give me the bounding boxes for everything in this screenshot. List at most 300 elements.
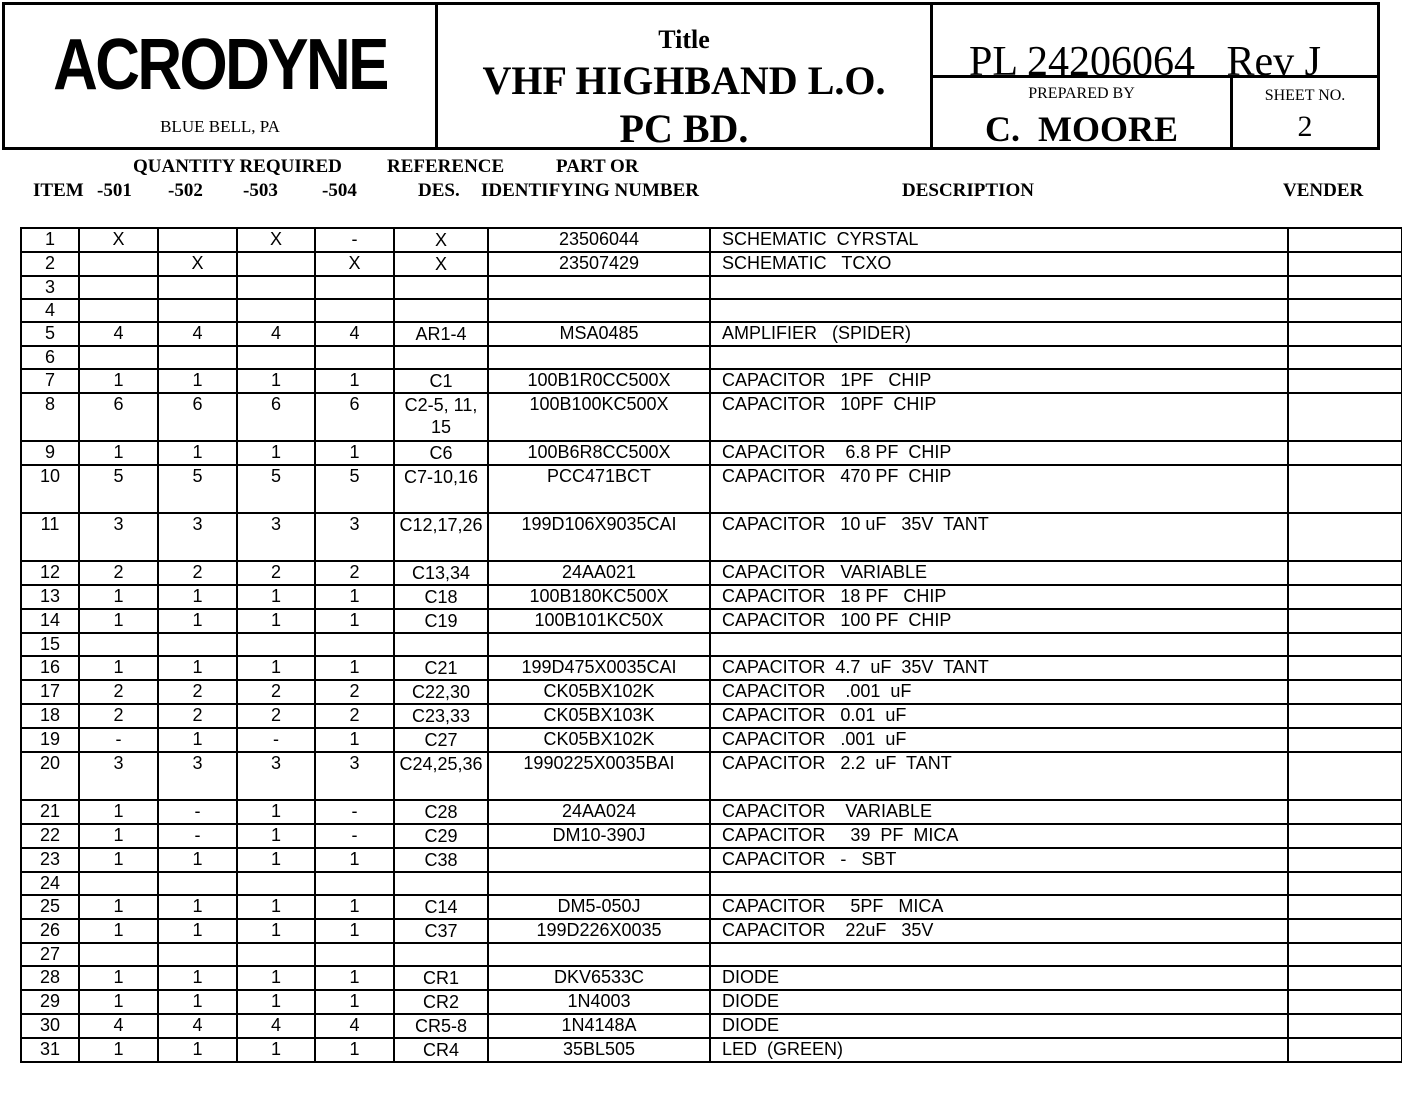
cell-item: 7 xyxy=(21,369,79,393)
cell-description: CAPACITOR 470 PF CHIP xyxy=(710,465,1288,513)
header-identifying-number: IDENTIFYING NUMBER xyxy=(481,180,699,201)
cell-part-number: 100B1R0CC500X xyxy=(488,369,710,393)
cell-vender xyxy=(1288,943,1402,966)
cell-vender xyxy=(1288,228,1402,252)
cell-qty-503: 1 xyxy=(237,990,315,1014)
table-row xyxy=(21,609,1402,633)
cell-part-number xyxy=(488,943,710,966)
cell-item: 30 xyxy=(21,1014,79,1038)
cell-qty-503: 3 xyxy=(237,513,315,561)
table-row xyxy=(21,872,1402,895)
cell-description: CAPACITOR .001 uF xyxy=(710,680,1288,704)
cell-qty-503: 6 xyxy=(237,393,315,441)
cell-description: CAPACITOR - SBT xyxy=(710,848,1288,872)
cell-qty-502 xyxy=(158,872,237,895)
table-row xyxy=(21,322,1402,346)
cell-qty-503: 4 xyxy=(237,322,315,346)
cell-qty-502 xyxy=(158,633,237,656)
table-row xyxy=(21,513,1402,561)
cell-reference-designator: CR5-8 xyxy=(394,1014,488,1038)
cell-qty-501: 5 xyxy=(79,465,158,513)
cell-qty-503: - xyxy=(237,728,315,752)
cell-vender xyxy=(1288,752,1402,800)
cell-qty-502: 1 xyxy=(158,609,237,633)
cell-qty-502: 2 xyxy=(158,561,237,585)
cell-description: CAPACITOR 100 PF CHIP xyxy=(710,609,1288,633)
cell-part-number: 1N4003 xyxy=(488,990,710,1014)
cell-qty-501: 1 xyxy=(79,441,158,465)
cell-qty-501: 1 xyxy=(79,824,158,848)
cell-qty-504: 2 xyxy=(315,561,394,585)
cell-qty-504: 1 xyxy=(315,966,394,990)
cell-qty-504: 1 xyxy=(315,369,394,393)
cell-vender xyxy=(1288,990,1402,1014)
cell-description: CAPACITOR 18 PF CHIP xyxy=(710,585,1288,609)
cell-part-number: 199D106X9035CAI xyxy=(488,513,710,561)
cell-qty-502 xyxy=(158,346,237,369)
cell-qty-502: 1 xyxy=(158,1038,237,1062)
cell-qty-503 xyxy=(237,299,315,322)
header-des: DES. xyxy=(418,180,460,201)
company-logo: ACRODYNE xyxy=(53,25,387,105)
table-row xyxy=(21,346,1402,369)
cell-reference-designator: C27 xyxy=(394,728,488,752)
cell-reference-designator: C18 xyxy=(394,585,488,609)
header-item: ITEM xyxy=(33,180,84,201)
cell-vender xyxy=(1288,299,1402,322)
cell-part-number: DM10-390J xyxy=(488,824,710,848)
table-row xyxy=(21,943,1402,966)
cell-vender xyxy=(1288,800,1402,824)
cell-qty-504 xyxy=(315,299,394,322)
cell-qty-503: 4 xyxy=(237,1014,315,1038)
cell-description xyxy=(710,346,1288,369)
cell-item: 10 xyxy=(21,465,79,513)
cell-qty-502: - xyxy=(158,824,237,848)
cell-qty-502 xyxy=(158,228,237,252)
header-part-or: PART OR xyxy=(556,156,639,177)
cell-qty-503 xyxy=(237,872,315,895)
cell-description: SCHEMATIC CYRSTAL xyxy=(710,228,1288,252)
cell-item: 25 xyxy=(21,895,79,919)
cell-description: CAPACITOR 10 uF 35V TANT xyxy=(710,513,1288,561)
cell-qty-502: 4 xyxy=(158,1014,237,1038)
cell-vender xyxy=(1288,276,1402,299)
cell-reference-designator: C19 xyxy=(394,609,488,633)
cell-qty-503: 1 xyxy=(237,369,315,393)
cell-qty-502 xyxy=(158,943,237,966)
cell-description: CAPACITOR 6.8 PF CHIP xyxy=(710,441,1288,465)
cell-reference-designator: C24,25,36 xyxy=(394,752,488,800)
cell-qty-501: 3 xyxy=(79,752,158,800)
cell-part-number xyxy=(488,872,710,895)
cell-qty-503: 1 xyxy=(237,895,315,919)
cell-qty-502: 1 xyxy=(158,441,237,465)
cell-vender xyxy=(1288,609,1402,633)
sheet-number: 2 xyxy=(1297,110,1313,143)
cell-vender xyxy=(1288,895,1402,919)
cell-qty-504: X xyxy=(315,252,394,276)
cell-qty-503: 1 xyxy=(237,824,315,848)
cell-part-number: DM5-050J xyxy=(488,895,710,919)
cell-description xyxy=(710,299,1288,322)
cell-part-number: 1N4148A xyxy=(488,1014,710,1038)
cell-vender xyxy=(1288,1038,1402,1062)
cell-qty-504: 2 xyxy=(315,680,394,704)
cell-reference-designator xyxy=(394,872,488,895)
cell-qty-501 xyxy=(79,276,158,299)
cell-qty-502 xyxy=(158,276,237,299)
cell-qty-503: 1 xyxy=(237,1038,315,1062)
cell-qty-501: 1 xyxy=(79,966,158,990)
cell-qty-502: 1 xyxy=(158,369,237,393)
cell-qty-503: 1 xyxy=(237,656,315,680)
cell-qty-501: - xyxy=(79,728,158,752)
table-row xyxy=(21,752,1402,800)
cell-qty-503: 1 xyxy=(237,585,315,609)
cell-reference-designator: C12,17,26 xyxy=(394,513,488,561)
cell-vender xyxy=(1288,513,1402,561)
cell-part-number: 24AA021 xyxy=(488,561,710,585)
cell-item: 15 xyxy=(21,633,79,656)
cell-part-number xyxy=(488,346,710,369)
table-row xyxy=(21,276,1402,299)
cell-description: CAPACITOR 10PF CHIP xyxy=(710,393,1288,441)
cell-reference-designator: C22,30 xyxy=(394,680,488,704)
cell-vender xyxy=(1288,252,1402,276)
cell-reference-designator: C7-10,16 xyxy=(394,465,488,513)
cell-part-number xyxy=(488,299,710,322)
cell-description xyxy=(710,633,1288,656)
cell-qty-501 xyxy=(79,252,158,276)
cell-qty-501: 2 xyxy=(79,561,158,585)
cell-vender xyxy=(1288,824,1402,848)
cell-item: 21 xyxy=(21,800,79,824)
cell-part-number: PCC471BCT xyxy=(488,465,710,513)
header-qty-504: -504 xyxy=(322,180,357,201)
cell-qty-503: 5 xyxy=(237,465,315,513)
cell-vender xyxy=(1288,585,1402,609)
cell-item: 13 xyxy=(21,585,79,609)
table-row xyxy=(21,561,1402,585)
table-row xyxy=(21,369,1402,393)
cell-qty-501 xyxy=(79,943,158,966)
cell-reference-designator: C1 xyxy=(394,369,488,393)
cell-reference-designator xyxy=(394,276,488,299)
cell-item: 2 xyxy=(21,252,79,276)
cell-description: DIODE xyxy=(710,990,1288,1014)
cell-qty-504: - xyxy=(315,800,394,824)
parts-list-body xyxy=(21,228,1402,1062)
table-row xyxy=(21,990,1402,1014)
cell-qty-502: 1 xyxy=(158,656,237,680)
cell-description: CAPACITOR .001 uF xyxy=(710,728,1288,752)
cell-qty-503 xyxy=(237,943,315,966)
cell-item: 16 xyxy=(21,656,79,680)
cell-qty-502: 3 xyxy=(158,513,237,561)
cell-qty-504: 3 xyxy=(315,752,394,800)
cell-qty-504 xyxy=(315,346,394,369)
cell-part-number: CK05BX103K xyxy=(488,704,710,728)
cell-item: 18 xyxy=(21,704,79,728)
company-cell xyxy=(5,5,438,147)
cell-part-number: MSA0485 xyxy=(488,322,710,346)
cell-vender xyxy=(1288,346,1402,369)
header-vender: VENDER xyxy=(1283,180,1364,201)
cell-item: 1 xyxy=(21,228,79,252)
cell-vender xyxy=(1288,1014,1402,1038)
cell-item: 29 xyxy=(21,990,79,1014)
cell-part-number: 199D226X0035 xyxy=(488,919,710,943)
cell-item: 3 xyxy=(21,276,79,299)
cell-vender xyxy=(1288,872,1402,895)
cell-qty-504: 1 xyxy=(315,441,394,465)
cell-vender xyxy=(1288,919,1402,943)
cell-description: CAPACITOR 2.2 uF TANT xyxy=(710,752,1288,800)
cell-qty-502: - xyxy=(158,800,237,824)
cell-qty-504: 1 xyxy=(315,990,394,1014)
cell-part-number: 23506044 xyxy=(488,228,710,252)
prepared-by-label: PREPARED BY xyxy=(1028,85,1135,102)
cell-qty-502: 1 xyxy=(158,728,237,752)
cell-qty-504: 1 xyxy=(315,609,394,633)
cell-item: 20 xyxy=(21,752,79,800)
cell-qty-503: 1 xyxy=(237,609,315,633)
document-title-line2: PC BD. xyxy=(619,106,749,151)
cell-item: 6 xyxy=(21,346,79,369)
table-row xyxy=(21,848,1402,872)
cell-reference-designator xyxy=(394,943,488,966)
cell-qty-503: X xyxy=(237,228,315,252)
table-row xyxy=(21,966,1402,990)
cell-qty-502: X xyxy=(158,252,237,276)
title-cell xyxy=(438,5,933,151)
table-row xyxy=(21,585,1402,609)
cell-part-number: CK05BX102K xyxy=(488,728,710,752)
cell-part-number: 199D475X0035CAI xyxy=(488,656,710,680)
table-row xyxy=(21,728,1402,752)
cell-reference-designator: C37 xyxy=(394,919,488,943)
cell-qty-504: 1 xyxy=(315,585,394,609)
cell-qty-501: 2 xyxy=(79,704,158,728)
cell-qty-503 xyxy=(237,633,315,656)
cell-item: 4 xyxy=(21,299,79,322)
cell-qty-503: 2 xyxy=(237,704,315,728)
header-qty-503: -503 xyxy=(243,180,278,201)
cell-part-number: 100B100KC500X xyxy=(488,393,710,441)
cell-qty-504 xyxy=(315,943,394,966)
cell-reference-designator xyxy=(394,346,488,369)
cell-item: 23 xyxy=(21,848,79,872)
cell-qty-503: 1 xyxy=(237,919,315,943)
cell-item: 12 xyxy=(21,561,79,585)
cell-vender xyxy=(1288,656,1402,680)
cell-qty-504: 1 xyxy=(315,656,394,680)
cell-qty-502: 5 xyxy=(158,465,237,513)
table-row xyxy=(21,800,1402,824)
cell-qty-501 xyxy=(79,299,158,322)
company-location: BLUE BELL, PA xyxy=(160,117,280,136)
cell-qty-502: 1 xyxy=(158,919,237,943)
cell-item: 5 xyxy=(21,322,79,346)
parts-list-table xyxy=(20,227,1402,1063)
cell-item: 22 xyxy=(21,824,79,848)
cell-qty-504: - xyxy=(315,228,394,252)
cell-qty-501: 4 xyxy=(79,1014,158,1038)
cell-part-number: DKV6533C xyxy=(488,966,710,990)
cell-qty-501: 3 xyxy=(79,513,158,561)
table-row xyxy=(21,680,1402,704)
title-block xyxy=(2,2,1380,150)
cell-vender xyxy=(1288,680,1402,704)
cell-description: CAPACITOR 4.7 uF 35V TANT xyxy=(710,656,1288,680)
cell-part-number: 100B6R8CC500X xyxy=(488,441,710,465)
header-reference: REFERENCE xyxy=(387,156,505,177)
cell-description: AMPLIFIER (SPIDER) xyxy=(710,322,1288,346)
cell-qty-504 xyxy=(315,633,394,656)
table-row xyxy=(21,393,1402,441)
table-row xyxy=(21,656,1402,680)
cell-item: 19 xyxy=(21,728,79,752)
cell-qty-501: 1 xyxy=(79,895,158,919)
part-list-number: PL 24206064 Rev J xyxy=(969,39,1321,78)
table-row xyxy=(21,228,1402,252)
cell-qty-501 xyxy=(79,346,158,369)
cell-description: CAPACITOR 39 PF MICA xyxy=(710,824,1288,848)
cell-reference-designator: C6 xyxy=(394,441,488,465)
cell-qty-504: 1 xyxy=(315,895,394,919)
cell-qty-501: 1 xyxy=(79,609,158,633)
cell-description: CAPACITOR VARIABLE xyxy=(710,800,1288,824)
cell-item: 28 xyxy=(21,966,79,990)
cell-reference-designator: C28 xyxy=(394,800,488,824)
cell-vender xyxy=(1288,441,1402,465)
title-label: Title xyxy=(658,25,710,54)
cell-qty-503: 2 xyxy=(237,561,315,585)
cell-part-number xyxy=(488,276,710,299)
cell-qty-501: 6 xyxy=(79,393,158,441)
cell-part-number: 23507429 xyxy=(488,252,710,276)
cell-reference-designator: CR1 xyxy=(394,966,488,990)
cell-qty-504: 5 xyxy=(315,465,394,513)
cell-vender xyxy=(1288,561,1402,585)
cell-reference-designator xyxy=(394,633,488,656)
header-qty-501: -501 xyxy=(97,180,132,201)
cell-qty-503: 3 xyxy=(237,752,315,800)
cell-qty-504: 2 xyxy=(315,704,394,728)
cell-part-number: 100B180KC500X xyxy=(488,585,710,609)
cell-part-number: 35BL505 xyxy=(488,1038,710,1062)
cell-qty-501: 1 xyxy=(79,800,158,824)
cell-qty-504: 1 xyxy=(315,848,394,872)
sheet-label: SHEET NO. xyxy=(1264,87,1346,104)
cell-qty-501: 1 xyxy=(79,919,158,943)
cell-qty-501: 2 xyxy=(79,680,158,704)
cell-reference-designator: C14 xyxy=(394,895,488,919)
cell-part-number: 100B101KC50X xyxy=(488,609,710,633)
cell-vender xyxy=(1288,728,1402,752)
cell-reference-designator: C21 xyxy=(394,656,488,680)
cell-qty-501: 1 xyxy=(79,369,158,393)
cell-qty-501: 1 xyxy=(79,656,158,680)
cell-qty-501 xyxy=(79,633,158,656)
cell-reference-designator: AR1-4 xyxy=(394,322,488,346)
cell-qty-504: 3 xyxy=(315,513,394,561)
cell-description xyxy=(710,943,1288,966)
table-row xyxy=(21,919,1402,943)
table-row xyxy=(21,824,1402,848)
table-row xyxy=(21,895,1402,919)
cell-qty-502: 1 xyxy=(158,848,237,872)
cell-qty-502 xyxy=(158,299,237,322)
cell-item: 14 xyxy=(21,609,79,633)
cell-qty-502: 1 xyxy=(158,585,237,609)
cell-qty-503: 2 xyxy=(237,680,315,704)
cell-vender xyxy=(1288,704,1402,728)
cell-description: CAPACITOR VARIABLE xyxy=(710,561,1288,585)
cell-reference-designator xyxy=(394,299,488,322)
cell-part-number: 24AA024 xyxy=(488,800,710,824)
cell-qty-504 xyxy=(315,276,394,299)
cell-description xyxy=(710,872,1288,895)
cell-qty-502: 1 xyxy=(158,895,237,919)
cell-qty-503: 1 xyxy=(237,848,315,872)
cell-reference-designator: C23,33 xyxy=(394,704,488,728)
cell-qty-501: 4 xyxy=(79,322,158,346)
cell-qty-501: 1 xyxy=(79,990,158,1014)
cell-vender xyxy=(1288,369,1402,393)
cell-qty-501 xyxy=(79,872,158,895)
cell-part-number: 1990225X0035BAI xyxy=(488,752,710,800)
table-row xyxy=(21,441,1402,465)
cell-reference-designator: C38 xyxy=(394,848,488,872)
cell-vender xyxy=(1288,848,1402,872)
cell-description: CAPACITOR 0.01 uF xyxy=(710,704,1288,728)
cell-qty-502: 2 xyxy=(158,680,237,704)
cell-item: 9 xyxy=(21,441,79,465)
cell-reference-designator: CR4 xyxy=(394,1038,488,1062)
cell-vender xyxy=(1288,322,1402,346)
cell-vender xyxy=(1288,966,1402,990)
cell-item: 31 xyxy=(21,1038,79,1062)
table-row xyxy=(21,1014,1402,1038)
table-row xyxy=(21,1038,1402,1062)
cell-qty-503: 1 xyxy=(237,966,315,990)
table-row xyxy=(21,252,1402,276)
cell-qty-503 xyxy=(237,252,315,276)
cell-qty-504: 1 xyxy=(315,1038,394,1062)
cell-part-number: CK05BX102K xyxy=(488,680,710,704)
cell-qty-503 xyxy=(237,276,315,299)
prepared-by-value: C. MOORE xyxy=(985,109,1178,149)
cell-qty-503: 1 xyxy=(237,441,315,465)
document-title-line1: VHF HIGHBAND L.O. xyxy=(482,58,886,103)
header-quantity-required: QUANTITY REQUIRED xyxy=(133,156,342,177)
sheet-cell xyxy=(1233,78,1377,147)
cell-vender xyxy=(1288,633,1402,656)
table-row xyxy=(21,299,1402,322)
cell-qty-503 xyxy=(237,346,315,369)
table-row xyxy=(21,465,1402,513)
cell-description: CAPACITOR 1PF CHIP xyxy=(710,369,1288,393)
cell-qty-502: 2 xyxy=(158,704,237,728)
cell-description: DIODE xyxy=(710,966,1288,990)
cell-qty-504: 1 xyxy=(315,919,394,943)
cell-qty-504: 4 xyxy=(315,322,394,346)
table-row xyxy=(21,633,1402,656)
cell-qty-501: 1 xyxy=(79,1038,158,1062)
cell-qty-504: - xyxy=(315,824,394,848)
